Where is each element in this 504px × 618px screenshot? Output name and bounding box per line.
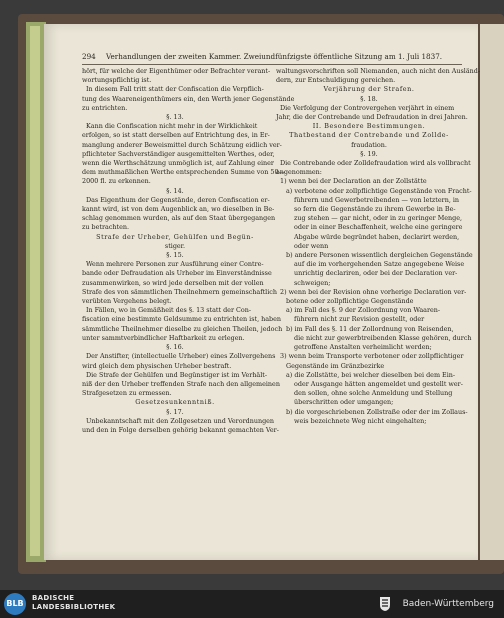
text-line: 2000 fl. zu erkennen.	[82, 177, 151, 186]
state-lions-icon	[378, 596, 392, 612]
text-line: Die Strafe der Gehülfen und Begünstiger ist im Verhält-	[86, 370, 268, 379]
text-line: zu betrachten.	[82, 223, 130, 232]
text-line: Das Eigenthum der Gegenstände, deren Confiscation er-	[86, 195, 270, 204]
text-line: fraudation.	[351, 140, 387, 149]
facing-page-edge	[480, 24, 504, 560]
text-line: Strafe der Urheber, Gehülfen und Begün-	[96, 232, 254, 241]
text-line: überschritten oder umgangen;	[294, 398, 394, 407]
text-line: a) verbotene oder zollpflichtige Gegenstände von Fracht-	[286, 186, 472, 195]
text-line: schlag genommen wurden, als auf den Staat übergegangen	[82, 214, 276, 223]
page-number: 294	[82, 52, 96, 61]
text-line: b) andere Personen wissentlich dergleichen Gegenstände	[286, 251, 473, 260]
text-line: bande oder Defraudation als Urheber im Einverständnisse	[82, 269, 272, 278]
text-line: §. 14.	[166, 186, 184, 195]
text-line: niß der den Urheber treffenden Strafe nach den allgemeinen	[82, 379, 280, 388]
text-line: botene oder zollpflichtige Gegenstände	[286, 297, 414, 306]
text-line: oder Ausgange hätten angemeldet und gestellt wer-	[294, 379, 463, 388]
text-line: weis bezeichnete Weg nicht eingehalten;	[294, 416, 427, 425]
text-line: §. 16.	[166, 343, 184, 352]
header-title: Verhandlungen der zweiten Kammer. Zweiundfünfzigste öffentliche Sitzung am 1. Juli 1837.	[106, 52, 443, 61]
text-line: unrichtig declariren, oder bei der Declaration ver-	[294, 269, 458, 278]
text-line: Jahr, die der Contrebande und Defraudation in drei Jahren.	[276, 113, 468, 122]
text-line: II. Besondere Bestimmungen.	[312, 122, 426, 131]
library-name-line2: LANDESBIBLIOTHEK	[32, 603, 116, 611]
text-line: a) im Fall des §. 9 der Zollordnung von Waaren-	[286, 306, 441, 315]
text-line: führern nicht zur Revision gestellt, oder	[294, 315, 425, 324]
text-line: stiger.	[164, 241, 186, 250]
text-line: Thatbestand der Contrebande und Zollde-	[289, 131, 449, 140]
text-line: Strafgesetzen zu ermessen.	[82, 389, 172, 398]
text-line: kannt wird, ist von dem Augenblick an, wo dieselben in Be-	[82, 205, 275, 214]
text-line: Kann die Confiscation nicht mehr in der Wirklichkeit	[86, 122, 258, 131]
text-line: den sollen, ohne solche Anmeldung und Stellung	[294, 389, 453, 398]
text-line: getroffene Anstalten verheimlicht werden;	[294, 343, 432, 352]
text-line: wenn die Werthschätzung unmöglich ist, auf Zahlung einer	[82, 159, 274, 168]
text-line: Gegenstände im Gränzbezirke	[286, 361, 385, 370]
text-line: a) die Zollstätte, bei welcher dieselben bei dem Ein-	[286, 370, 456, 379]
text-line: 3) wenn beim Transporte verbotener oder zollpflichtiger	[280, 352, 464, 361]
text-line: pflichteter Sachverständiger ausgemittelten Werthes, oder,	[82, 149, 275, 158]
page-edge-inner	[30, 26, 40, 556]
text-line: oder wenn	[294, 241, 329, 250]
text-line: b) im Fall des §. 11 der Zollordnung von Reisenden,	[286, 324, 454, 333]
viewer-footer	[0, 590, 504, 618]
text-line: §. 18.	[360, 94, 378, 103]
text-line: dern, zur Entschuldigung gereichen.	[276, 76, 396, 85]
text-line: Unbekanntschaft mit den Zollgesetzen und Verordnungen	[86, 416, 275, 425]
state-name[interactable]: Baden-Württemberg	[402, 599, 494, 609]
text-line: In diesem Fall tritt statt der Confiscation die Verpflich-	[86, 85, 264, 94]
text-line: §. 17.	[166, 407, 184, 416]
text-line: waltungsvorschriften soll Niemanden, auch nicht den Ausländ-	[276, 67, 481, 75]
text-line: 2) wenn bei der Revision ohne vorherige Declaration ver-	[280, 287, 467, 296]
text-line: §. 19.	[360, 149, 378, 158]
text-line: die nicht zur gewerbtreibenden Klasse gehören, durch	[294, 333, 472, 342]
text-line: b) die vorgeschriebenen Zollstraße oder der im Zollaus-	[286, 407, 468, 416]
text-line: §. 13.	[166, 113, 184, 122]
text-line: oder in einer Beschaffenheit, welche eine geringere	[294, 223, 463, 232]
text-line: sämmtliche Theilnehmer dieselbe zu gleichen Theilen, jedoch	[82, 324, 283, 333]
text-line: zusammenwirken, so wird jede derselben mit der vollen	[82, 278, 264, 287]
text-line: Abgabe würde begründet haben, declarirt werden,	[294, 232, 460, 241]
header-rule	[82, 64, 462, 65]
text-line: Die Contrebande oder Zolldefraudation wird als vollbracht	[280, 159, 471, 168]
text-line: so fern die Gegenstände zu ihrem Gewerbe in Be-	[294, 205, 456, 214]
text-line: Wenn mehrere Personen zur Ausführung einer Contre-	[86, 260, 264, 269]
text-line: führern und Gewerbetreibenden — von letztern, in	[294, 195, 460, 204]
right-column	[276, 67, 481, 426]
text-line: tung des Waareneigenthümers ein, den Werth jener Gegenstände	[82, 94, 295, 103]
library-name[interactable]	[32, 594, 115, 612]
left-column	[82, 67, 295, 435]
text-line: dem muthmaßlichen Werthe entsprechenden Summe von 50—	[82, 168, 285, 177]
text-line: wortungspflichtig ist.	[82, 76, 152, 85]
running-header	[82, 52, 462, 61]
text-line: Der Anstifter, (intellectuelle Urheber) eines Zollvergehens	[86, 352, 276, 361]
text-line: §. 15.	[166, 251, 184, 260]
text-line: manglung anderer Beweismittel durch Schätzung eidlich ver-	[82, 140, 282, 149]
text-line: Verjährung der Strafen.	[323, 85, 415, 94]
text-line: Die Verfolgung der Controvergehen verjährt in einem	[280, 103, 455, 112]
text-line: fiscation eine bestimmte Geldsumme zu entrichten ist, haben	[82, 315, 282, 324]
text-line: und den in Folge derselben gehörig bekannt gemachten Ver-	[82, 425, 279, 434]
blb-logo[interactable]: BLB	[4, 593, 26, 615]
text-line: verübten Vergehens belegt.	[82, 297, 172, 306]
book-page	[44, 24, 481, 560]
library-name-line1: BADISCHE	[32, 594, 75, 602]
text-line: In Fällen, wo in Gemäßheit des §. 13 statt der Con-	[86, 306, 252, 315]
text-line: wird gleich dem physischen Urheber bestraft.	[82, 361, 232, 370]
text-line: 1) wenn bei der Declaration an der Zollstätte	[280, 177, 427, 186]
text-line: Gesetzesunkenntniß.	[135, 398, 215, 407]
text-line: hört, für welche der Eigenthümer oder Befrachter verant-	[82, 67, 271, 75]
text-line: zu entrichten.	[82, 103, 128, 112]
text-line: auf die im vorhergehenden Satze angegebene Weise	[294, 260, 465, 269]
text-line: erfolgen, so ist statt derselben auf Entrichtung des, in Er-	[82, 131, 270, 140]
text-line: schweigen;	[294, 278, 331, 287]
text-line: Strafe des von sämmtlichen Theilnehmern gemeinschaftlich	[82, 287, 277, 296]
text-line: unter sammtverbindlicher Haftbarkeit zu erlegen.	[82, 333, 245, 342]
text-line: zug stehen — gar nicht, oder in zu geringer Menge,	[294, 214, 463, 223]
text-line: angenommen:	[276, 168, 322, 177]
